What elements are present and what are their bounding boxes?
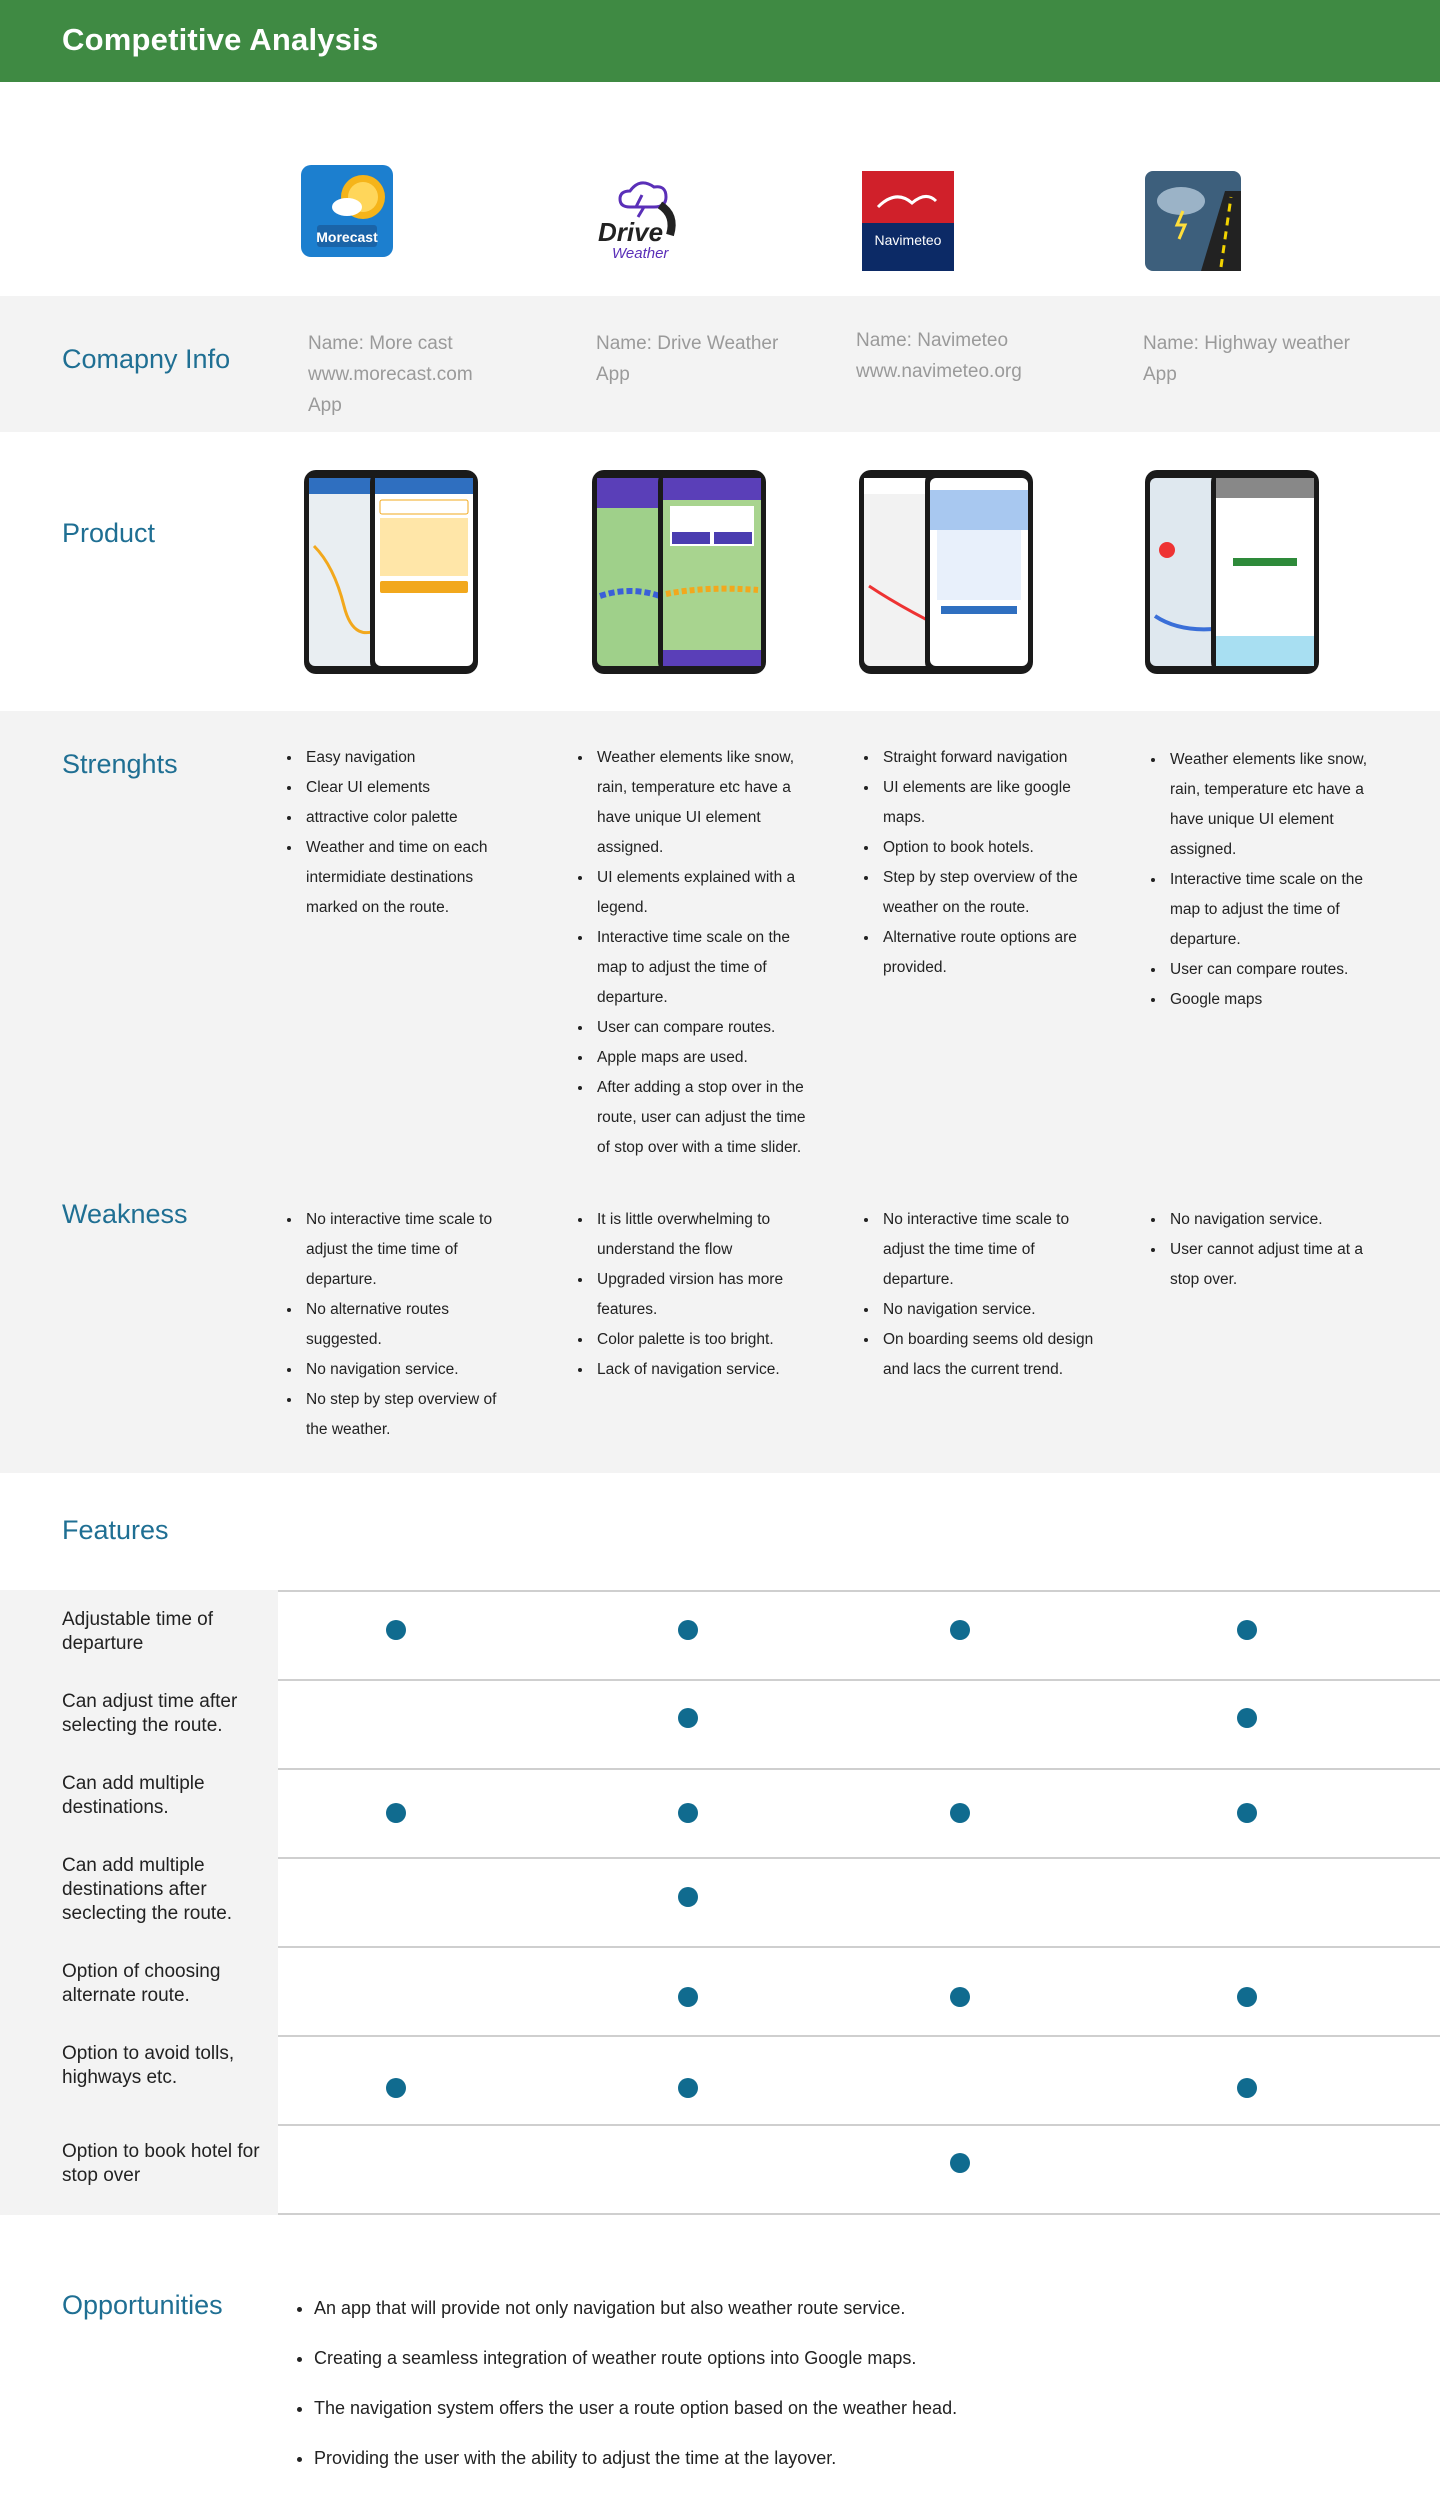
list-item: • No interactive time scale to adjust the time time of departure. — [879, 1205, 1099, 1295]
list-item: • Lack of navigation service. — [593, 1355, 813, 1385]
feature-dot — [950, 1620, 970, 1640]
company-info-title: Comapny Info — [62, 344, 231, 374]
feature-divider — [278, 2124, 1440, 2126]
morecast-logo-text: Morecast — [316, 229, 378, 245]
company-info-navimeteo — [856, 325, 1086, 387]
feature-dot — [950, 1803, 970, 1823]
list-item: • Easy navigation — [302, 743, 522, 773]
weakness-drive-weather — [571, 1205, 813, 1385]
list-item: • Alternative route options are provided. — [879, 923, 1099, 983]
weakness-morecast — [280, 1205, 522, 1445]
feature-dot — [386, 1803, 406, 1823]
strengths-title: Strenghts — [62, 749, 178, 779]
list-item: • Interactive time scale on the map to adjust the time of departure. — [1166, 865, 1386, 955]
company-info-highway-weather — [1143, 328, 1373, 390]
feature-divider — [278, 1590, 1440, 1592]
feature-dot — [1237, 1708, 1257, 1728]
feature-dot — [678, 2078, 698, 2098]
weakness-highway-weather — [1144, 1205, 1386, 1295]
feature-dot — [950, 1987, 970, 2007]
company-name: Name: Drive Weather — [596, 333, 779, 354]
drive-weather-logo — [590, 171, 690, 271]
feature-label: Option to avoid tolls, highways etc. — [62, 2043, 235, 2088]
feature-label: Can add multiple destinations. — [62, 1773, 205, 1818]
feature-dot — [678, 1620, 698, 1640]
strengths-morecast — [280, 743, 522, 923]
feature-divider — [278, 1768, 1440, 1770]
list-item: • No alternative routes suggested. — [302, 1295, 522, 1355]
list-item: • Step by step overview of the weather on the route. — [879, 863, 1099, 923]
company-type: App — [1143, 364, 1177, 385]
feature-dot — [1237, 1803, 1257, 1823]
feature-dot — [386, 1620, 406, 1640]
company-name: Name: More cast — [308, 333, 453, 354]
feature-divider — [278, 1679, 1440, 1681]
feature-dot — [1237, 1620, 1257, 1640]
opportunities-title: Opportunities — [62, 2290, 223, 2320]
list-item: • No navigation service. — [302, 1355, 522, 1385]
list-item: • No interactive time scale to adjust the time time of departure. — [302, 1205, 522, 1295]
list-item: • Weather and time on each intermidiate destinations marked on the route. — [302, 833, 522, 923]
list-item: • User cannot adjust time at a stop over. — [1166, 1235, 1386, 1295]
list-item: • Creating a seamless integration of weather route options into Google maps. — [314, 2333, 1414, 2383]
feature-divider — [278, 1946, 1440, 1948]
list-item: • Clear UI elements — [302, 773, 522, 803]
company-type: App — [596, 364, 630, 385]
list-item: • Color palette is too bright. — [593, 1325, 813, 1355]
list-item: • An app that will provide not only navigation but also weather route service. — [314, 2283, 1414, 2333]
company-name: Name: Navimeteo — [856, 330, 1009, 351]
navimeteo-screenshot — [857, 466, 1037, 678]
list-item: • Interactive time scale on the map to adjust the time of departure. — [593, 923, 813, 1013]
list-item: • User can compare routes. — [1166, 955, 1386, 985]
list-item: • After adding a stop over in the route, user can adjust the time of stop over with a time slider. — [593, 1073, 813, 1163]
navimeteo-logo — [858, 171, 958, 271]
feature-divider — [278, 1857, 1440, 1859]
feature-label: Adjustable time of departure — [62, 1609, 214, 1654]
list-item: • On boarding seems old design and lacs the current trend. — [879, 1325, 1099, 1385]
feature-divider — [278, 2213, 1440, 2215]
list-item: • Providing the user with the ability to adjust the time at the layover. — [314, 2433, 1414, 2483]
product-title: Product — [62, 518, 156, 548]
feature-dot — [678, 1887, 698, 1907]
features-title: Features — [62, 1515, 169, 1545]
weakness-navimeteo — [857, 1205, 1099, 1385]
feature-dot — [678, 1987, 698, 2007]
company-info-drive-weather — [596, 328, 826, 390]
list-item: • It is little overwhelming to understand the flow — [593, 1205, 813, 1265]
list-item: • No step by step overview of the weather. — [302, 1385, 522, 1445]
opportunities-list — [292, 2283, 1414, 2483]
feature-dot — [386, 2078, 406, 2098]
feature-dot — [950, 2153, 970, 2173]
feature-dot — [678, 1708, 698, 1728]
feature-label: Option of choosing alternate route. — [62, 1961, 221, 2006]
navimeteo-logo-text: Navimeteo — [874, 232, 942, 248]
list-item: • No navigation service. — [1166, 1205, 1386, 1235]
feature-dot — [678, 1803, 698, 1823]
feature-divider — [278, 2035, 1440, 2037]
highway-weather-screenshot — [1143, 466, 1323, 678]
company-name: Name: Highway weather — [1143, 333, 1350, 354]
list-item: • Option to book hotels. — [879, 833, 1099, 863]
list-item: • Straight forward navigation — [879, 743, 1099, 773]
feature-dot — [1237, 2078, 1257, 2098]
drive-logo-text: Drive — [598, 217, 664, 247]
company-url: www.navimeteo.org — [856, 361, 1022, 382]
morecast-logo — [297, 161, 397, 261]
feature-label: Option to book hotel for stop over — [62, 2141, 260, 2186]
list-item: • Weather elements like snow, rain, temperature etc have a have unique UI element assigned. — [593, 743, 813, 863]
list-item: • Apple maps are used. — [593, 1043, 813, 1073]
strengths-drive-weather — [571, 743, 813, 1163]
list-item: • Weather elements like snow, rain, temperature etc have a have unique UI element assigned. — [1166, 745, 1386, 865]
list-item: • UI elements are like google maps. — [879, 773, 1099, 833]
strengths-navimeteo — [857, 743, 1099, 983]
list-item: • attractive color palette — [302, 803, 522, 833]
page-title: Competitive Analysis — [62, 22, 379, 57]
weather-logo-text: Weather — [612, 245, 669, 262]
morecast-screenshot — [302, 466, 482, 678]
list-item: • Google maps — [1166, 985, 1386, 1015]
company-url: www.morecast.com — [308, 364, 473, 385]
highway-weather-logo — [1143, 171, 1243, 271]
list-item: • User can compare routes. — [593, 1013, 813, 1043]
company-info-morecast — [308, 328, 538, 421]
feature-dot — [1237, 1987, 1257, 2007]
list-item: • UI elements explained with a legend. — [593, 863, 813, 923]
strengths-highway-weather — [1144, 745, 1386, 1015]
company-type: App — [308, 395, 342, 416]
feature-label: Can add multiple destinations after seclecting the route. — [62, 1855, 233, 1924]
list-item: • No navigation service. — [879, 1295, 1099, 1325]
list-item: • Upgraded virsion has more features. — [593, 1265, 813, 1325]
weakness-title: Weakness — [62, 1199, 188, 1229]
feature-label: Can adjust time after selecting the route. — [62, 1691, 238, 1736]
drive-weather-screenshot — [590, 466, 770, 678]
list-item: • The navigation system offers the user a route option based on the weather head. — [314, 2383, 1414, 2433]
